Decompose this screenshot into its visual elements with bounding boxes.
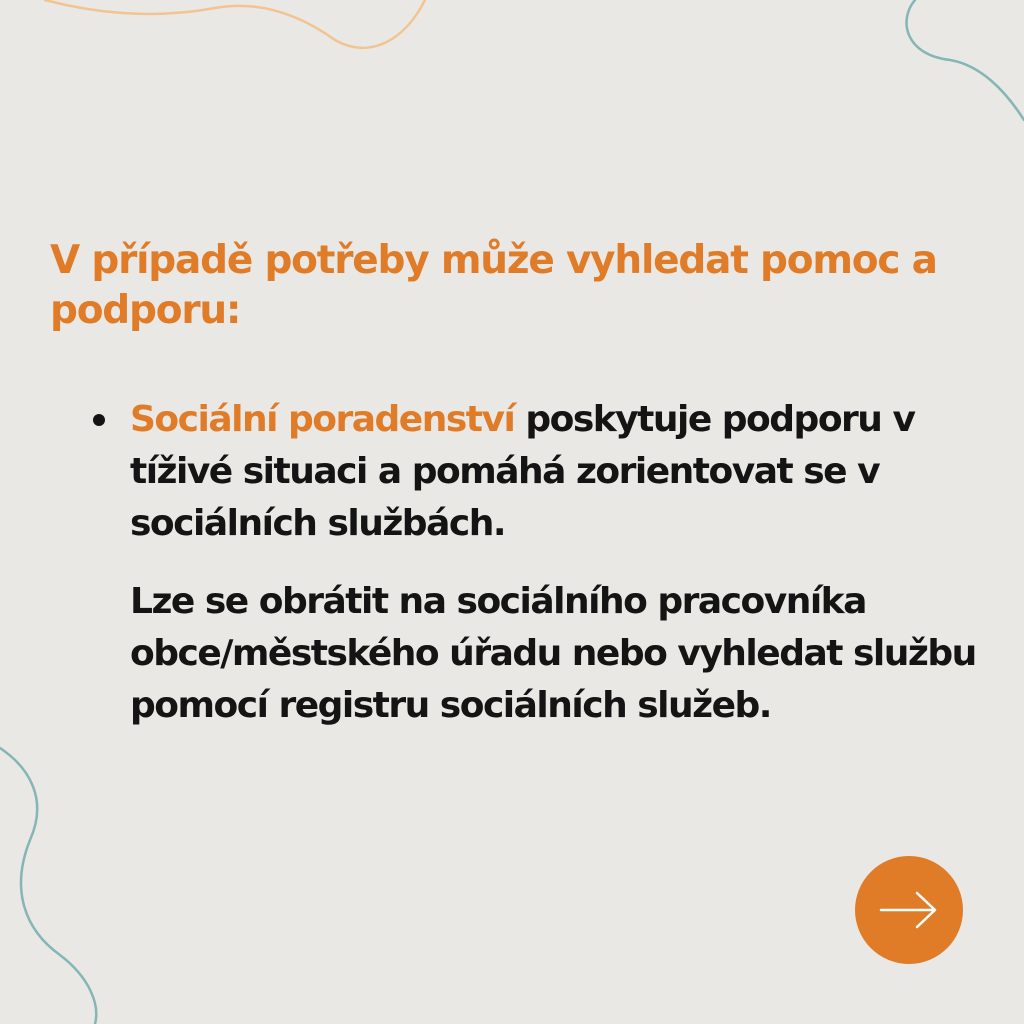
bullet-item [130, 394, 1000, 550]
paragraph: Lze se obrátit na sociálního pracovníka obce/městského úřadu nebo vyhledat službu pomocí registru sociálních služeb. [130, 581, 976, 726]
bullet-dot [93, 414, 105, 426]
top-squiggle [45, 0, 425, 48]
arrow-right-icon [877, 890, 941, 930]
next-button[interactable] [855, 856, 963, 964]
content [130, 394, 1000, 732]
left-squiggle [0, 748, 96, 1024]
heading: V případě potřeby může vyhledat pomoc a podporu: [50, 238, 937, 333]
top-right-squiggle [907, 0, 1024, 120]
bullet-text: poskytuje podporu v tíživé situaci a pomáhá zorientovat se v sociálních službách. [130, 399, 915, 544]
highlight-text: Sociální poradenství [130, 399, 515, 440]
